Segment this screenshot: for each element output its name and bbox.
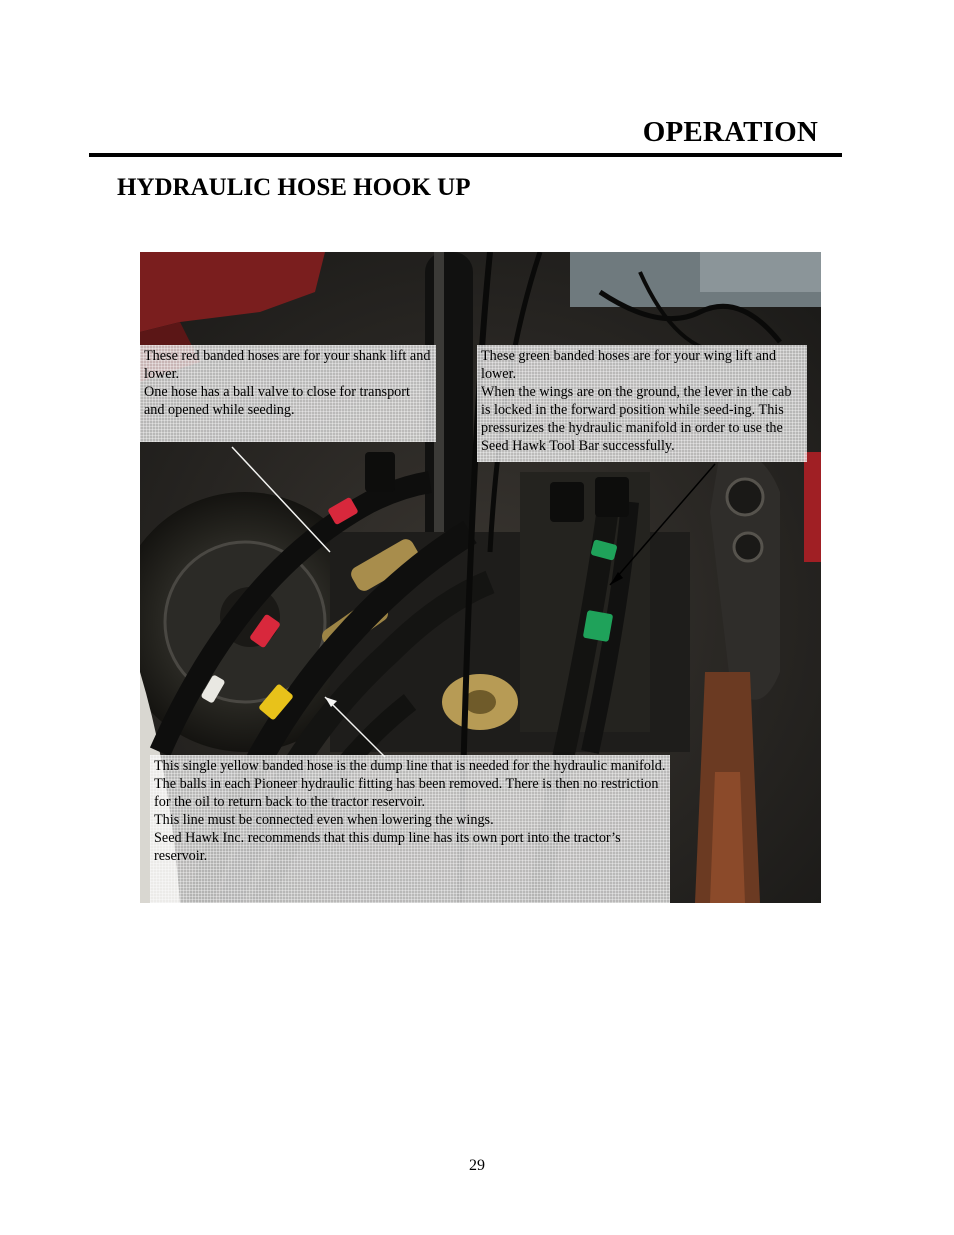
callout-yellow-line: This line must be connected even when lowering the wings.: [154, 812, 494, 828]
callout-yellow-line: This single yellow banded hose is the dump line that is needed for the hydraulic manifold.: [154, 758, 666, 774]
callout-green-line: These green banded hoses are for your wing lift and lower.: [481, 348, 777, 382]
callout-green-hoses: [477, 345, 807, 462]
callout-yellow-line: The balls in each Pioneer hydraulic fitting has been removed. There is then no restriction for the oil to return back to the tractor reservoir.: [154, 776, 659, 810]
callout-yellow-line: Seed Hawk Inc. recommends that this dump line has its own port into the tractor’s reservoir.: [154, 830, 621, 864]
callout-red-line: One hose has a ball valve to close for transport and opened while seeding.: [144, 384, 410, 418]
green-band: [583, 610, 613, 642]
callout-red-hoses: [140, 345, 436, 442]
callout-yellow-hose: [150, 755, 670, 903]
hydraulic-hose-photo: [140, 252, 821, 903]
page-subtitle: HYDRAULIC HOSE HOOK UP: [117, 174, 471, 201]
page-number: 29: [469, 1157, 485, 1174]
section-title: OPERATION: [642, 116, 818, 148]
header-rule: [89, 153, 842, 157]
callout-red-line: These red banded hoses are for your shank lift and lower.: [144, 348, 431, 382]
callout-green-line: When the wings are on the ground, the lever in the cab is locked in the forward position while seed-ing. This pressurizes the hydraulic manifold in order to use the Seed Hawk Tool Bar successfully.: [481, 384, 792, 454]
